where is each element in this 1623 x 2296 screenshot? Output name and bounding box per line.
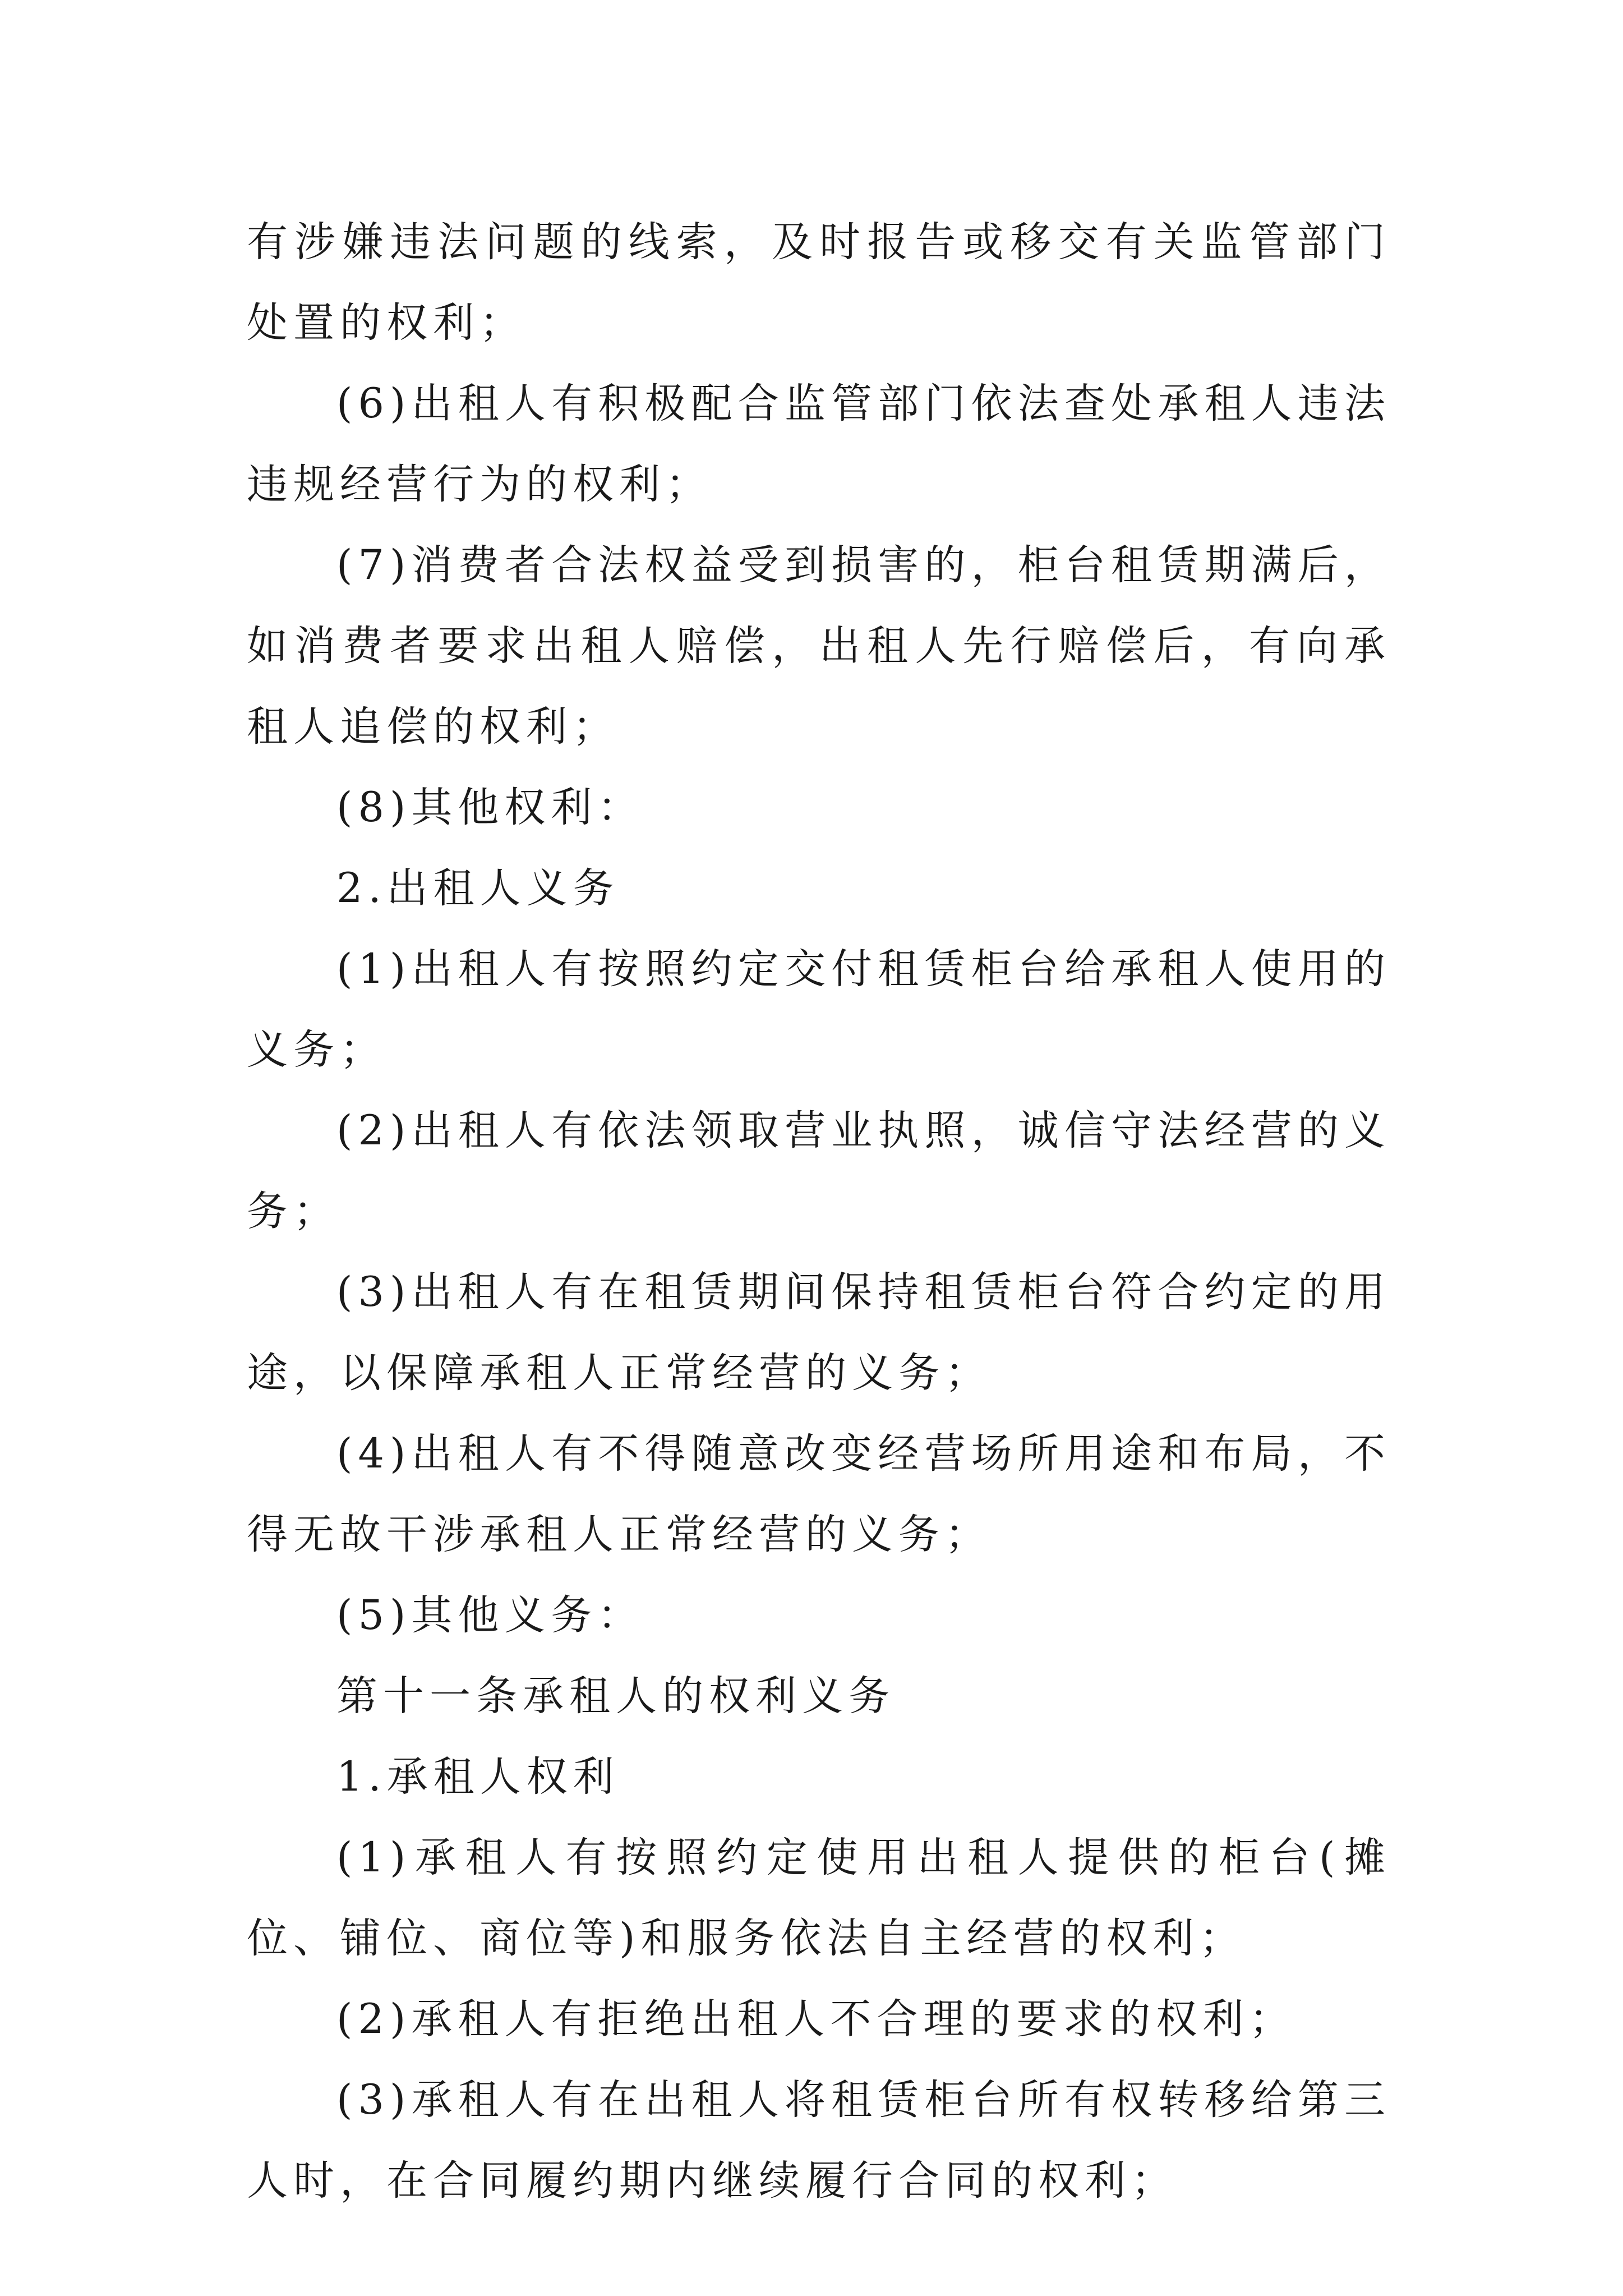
paragraph-lessor-obligation-4: (4)出租人有不得随意改变经营场所用途和布局，不得无故干涉承租人正常经营的义务；: [247, 1430, 1391, 1558]
paragraph-lessor-right-8: (8)其他权利：: [336, 784, 644, 831]
paragraph-lessor-right-7: (7)消费者合法权益受到损害的，柜台租赁期满后，如消费者要求出租人赔偿，出租人先行赔偿后，有向承租人追偿的权利；: [247, 541, 1391, 751]
document-body: [247, 202, 1391, 2221]
paragraph-lessee-right-3: (3)承租人有在出租人将租赁柜台所有权转移给第三人时，在合同履约期内继续履行合同的权利；: [247, 2076, 1391, 2205]
heading-lessee-rights: 1.承租人权利: [336, 1753, 620, 1801]
paragraph-lessor-obligation-2: (2)出租人有依法领取营业执照，诚信守法经营的义务；: [247, 1107, 1391, 1235]
paragraph-lessor-obligation-5: (5)其他义务：: [336, 1591, 644, 1639]
paragraph-lessee-right-1: (1)承租人有按照约定使用出租人提供的柜台(摊位、铺位、商位等)和服务依法自主经营的权利；: [247, 1834, 1391, 1962]
paragraph-lessor-obligation-3: (3)出租人有在租赁期间保持租赁柜台符合约定的用途，以保障承租人正常经营的义务；: [247, 1268, 1391, 1397]
heading-lessor-obligations: 2.出租人义务: [336, 864, 620, 912]
paragraph-lessee-right-2: (2)承租人有拒绝出租人不合理的要求的权利；: [336, 1995, 1296, 2043]
heading-article-11: 第十一条承租人的权利义务: [336, 1672, 895, 1720]
paragraph-lessor-right-6: (6)出租人有积极配合监管部门依法查处承租人违法违规经营行为的权利；: [247, 380, 1391, 508]
paragraph-continuation: 有涉嫌违法问题的线索，及时报告或移交有关监管部门处置的权利；: [247, 218, 1391, 347]
paragraph-lessor-obligation-1: (1)出租人有按照约定交付租赁柜台给承租人使用的义务；: [247, 945, 1391, 1074]
